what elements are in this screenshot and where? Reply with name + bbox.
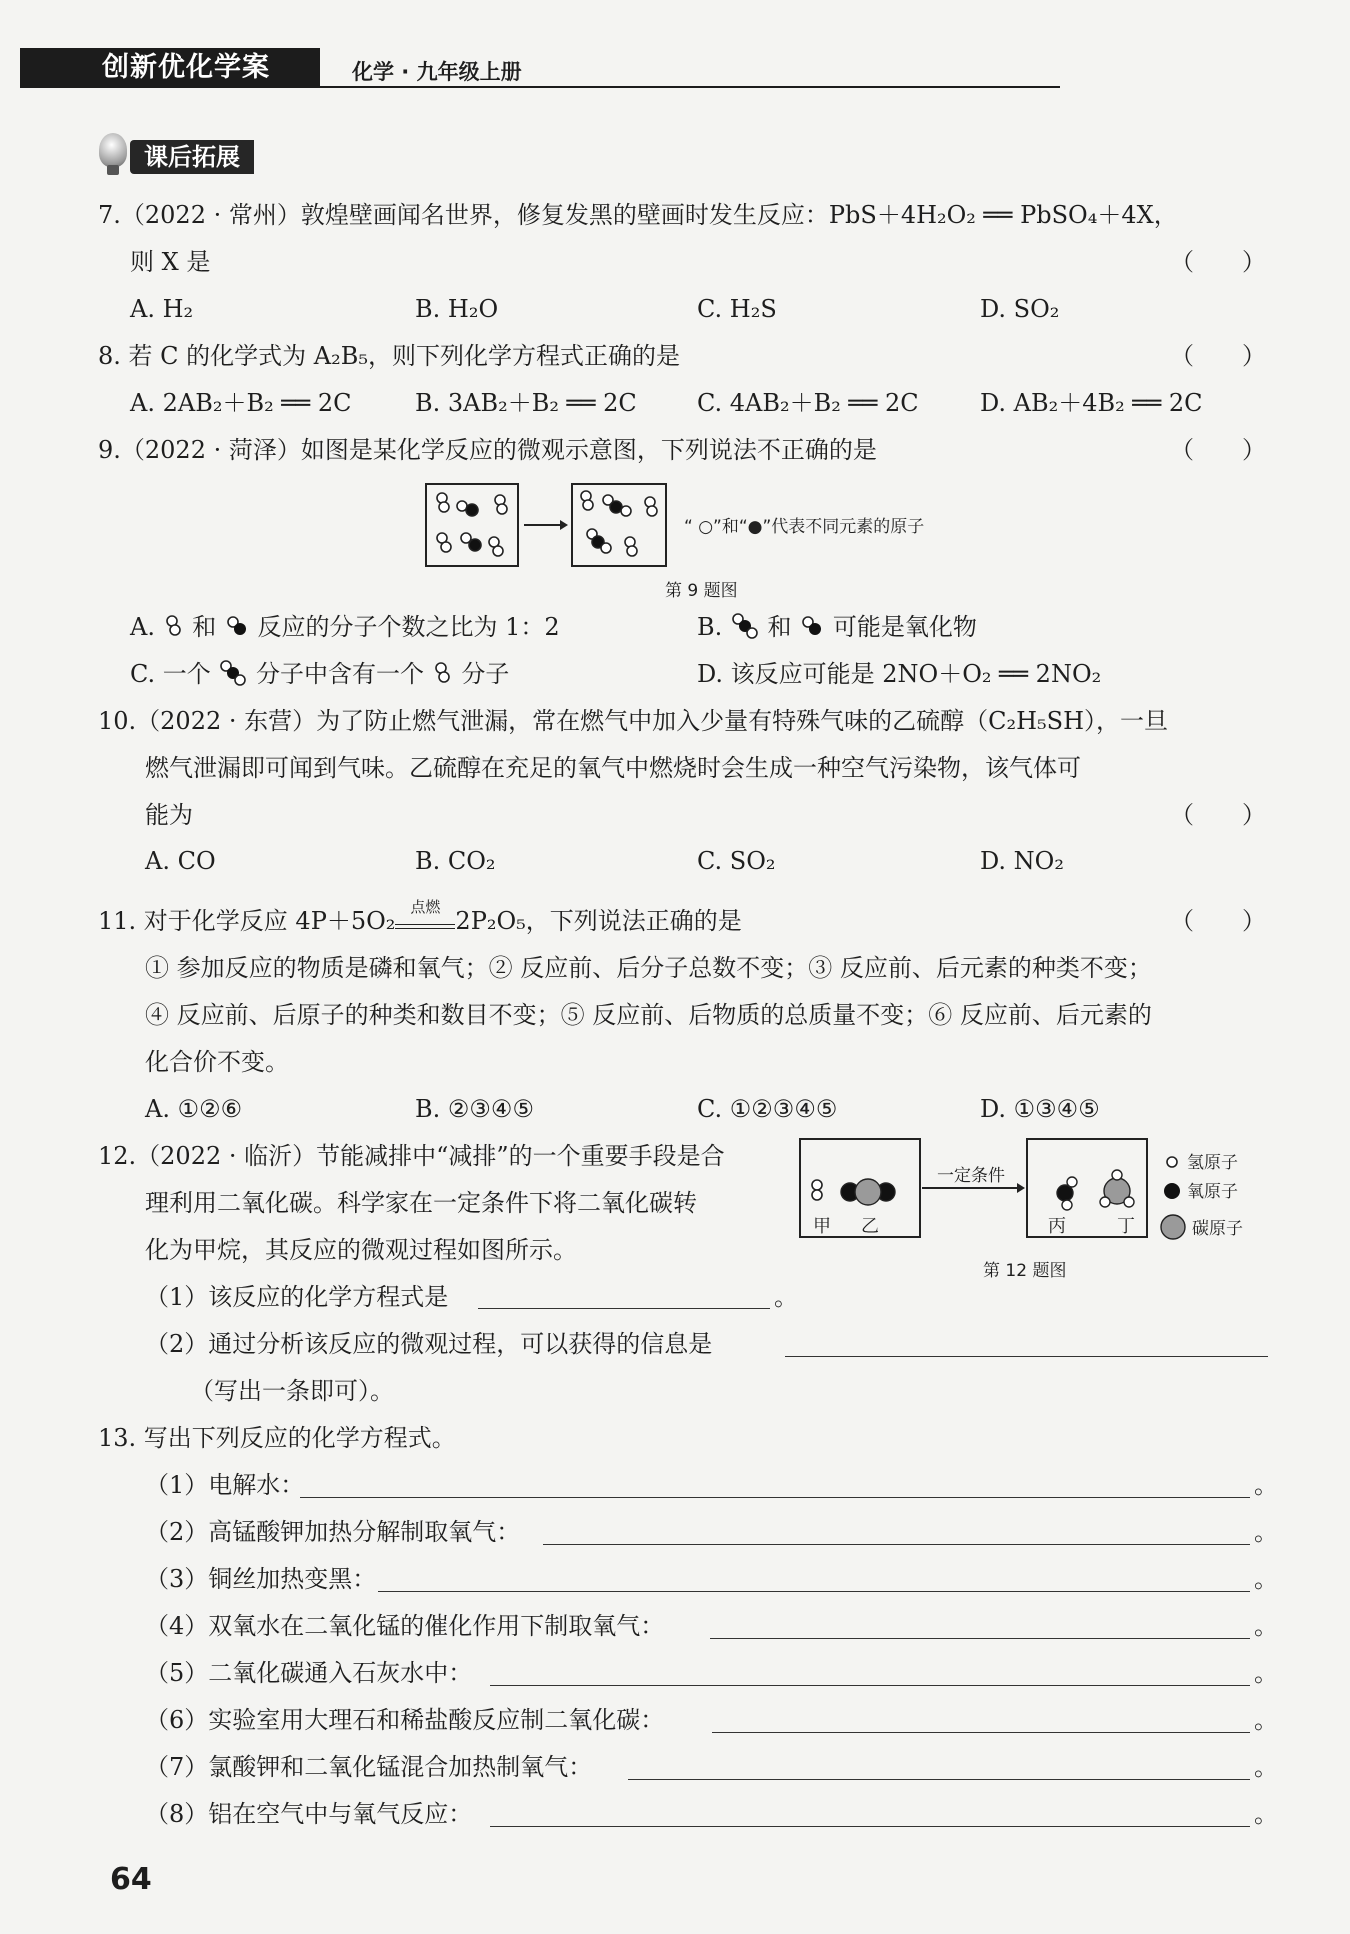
q12-sub2-blank[interactable] [785,1356,1268,1357]
q11-option-d: D. ①③④⑤ [980,1095,1100,1123]
q9-b-text: 可能是氧化物 [832,613,977,641]
q10-line2: 燃气泄漏即可闻到气味。乙硫醇在充足的氧气中燃烧时会生成一种空气污染物，该气体可 [145,754,1081,782]
book-title: 创新优化学案 [102,52,270,83]
q12-legend-h: 氢原子 [1187,1153,1238,1173]
q12-label-jia: 甲 [813,1216,831,1237]
q13-item-2-blank[interactable] [543,1544,1250,1545]
q13-item-2-end: 。 [1254,1518,1278,1546]
q7-line1: 7.（2022 · 常州）敦煌壁画闻名世界，修复发黑的壁画时发生反应：PbS＋4H₂O₂ ══ PbSO₄＋4X， [98,201,1178,229]
q11-eq-right: 2P₂O₅，下列说法正确的是 [455,907,742,935]
lightbulb-base-icon [107,165,119,175]
section-title: 课后拓展 [130,140,254,174]
q8-option-a: A. 2AB₂＋B₂ ══ 2C [130,389,352,417]
q13-item-8-end: 。 [1254,1800,1278,1828]
q10-option-a: A. CO [145,847,216,875]
q10-option-b: B. CO₂ [415,847,496,875]
q9-arrow-head [560,520,568,530]
q8-option-c: C. 4AB₂＋B₂ ══ 2C [697,389,919,417]
q12-sub1-blank[interactable] [478,1308,770,1309]
q13-item-5-blank[interactable] [490,1685,1250,1686]
q8-option-d: D. AB₂＋4B₂ ══ 2C [980,389,1203,417]
q9-legend: “ ○”和“●”代表不同元素的原子 [684,517,925,537]
q9-a-and: 和 [192,613,217,641]
q9-caption: 第 9 题图 [665,581,738,601]
q12-label-bing: 丙 [1048,1216,1066,1237]
q8-answer-paren: （ ） [1170,342,1266,370]
q12-legend-o-icon [1164,1183,1180,1199]
q11-condition-arrow [395,898,455,929]
q13-item-2: （2）高锰酸钾加热分解制取氧气： [145,1518,521,1546]
q11-answer-paren: （ ） [1170,907,1266,935]
q11-eq-left: 11. 对于化学反应 4P＋5O₂ [98,907,396,935]
q11-line2: ① 参加反应的物质是磷和氧气；② 反应前、后分子总数不变；③ 反应前、后元素的种类不变； [145,954,1152,982]
q8-line1: 8. 若 C 的化学式为 A₂B₅，则下列化学方程式正确的是 [98,342,680,370]
q13-item-7: （7）氯酸钾和二氧化锰混合加热制氧气： [145,1753,593,1781]
q10-answer-paren: （ ） [1170,801,1266,829]
q9-b-and: 和 [767,613,792,641]
q12-condition: 一定条件 [937,1166,1005,1186]
q13-item-6-blank[interactable] [712,1732,1250,1733]
q12-co2-molecule [841,1179,895,1205]
q7-option-d: D. SO₂ [980,295,1060,323]
q12-legend-c: 碳原子 [1192,1219,1243,1239]
q11-option-b: B. ②③④⑤ [415,1095,534,1123]
q12-legend-h-icon [1167,1157,1177,1167]
q13-item-3-end: 。 [1254,1565,1278,1593]
q12-reaction-diagram [795,1135,1305,1275]
q13-item-3-blank[interactable] [378,1591,1250,1592]
q10-line1: 10.（2022 · 东营）为了防止燃气泄漏，常在燃气中加入少量有特殊气味的乙硫醇（C₂H₅SH），一旦 [98,707,1169,735]
lightbulb-icon [99,133,127,167]
q10-option-d: D. NO₂ [980,847,1064,875]
q13-item-1-blank[interactable] [300,1497,1250,1498]
page-number: 64 [110,1862,152,1897]
q13-item-1: （1）电解水： [145,1471,305,1499]
q12-line2: 理利用二氧化碳。科学家在一定条件下将二氧化碳转 [145,1189,697,1217]
q7-option-a: A. H₂ [130,295,194,323]
q12-label-ding: 丁 [1117,1216,1135,1237]
q12-sub2: （2）通过分析该反应的微观过程，可以获得的信息是 [145,1330,713,1358]
q9-c-text: 分子 [461,660,510,688]
q13-title: 13. 写出下列反应的化学方程式。 [98,1424,456,1452]
q11-option-c: C. ①②③④⑤ [697,1095,838,1123]
subject-label: 化学 · 九年级上册 [352,60,522,84]
q9-answer-paren: （ ） [1170,436,1266,464]
q13-item-4-end: 。 [1254,1612,1278,1640]
q9-mol-ab2-icon-2 [218,659,248,687]
q9-c-mid: 分子中含有一个 [256,660,425,688]
q7-option-c: C. H₂S [697,295,777,323]
q13-item-6: （6）实验室用大理石和稀盐酸反应制二氧化碳： [145,1706,665,1734]
q12-sub2-note: （写出一条即可）。 [190,1377,394,1405]
q13-item-7-blank[interactable] [628,1779,1250,1780]
q10-option-c: C. SO₂ [697,847,776,875]
q11-line1 [98,898,742,936]
q12-ch4-molecule [1100,1170,1134,1207]
q12-label-yi: 乙 [861,1216,879,1237]
q12-h2o-molecule [1057,1177,1077,1210]
q9-option-b [697,612,977,642]
q13-item-5-end: 。 [1254,1659,1278,1687]
q12-legend-c-icon [1161,1215,1185,1239]
q13-item-4: （4）双氧水在二氧化锰的催化作用下制取氧气： [145,1612,665,1640]
q13-item-8: （8）铝在空气中与氧气反应： [145,1800,473,1828]
q13-item-8-blank[interactable] [490,1826,1250,1827]
q11-option-a: A. ①②⑥ [145,1095,243,1123]
q7-answer-paren: （ ） [1170,248,1266,276]
q13-item-7-end: 。 [1254,1753,1278,1781]
q9-reaction-diagram [420,480,1020,590]
q9-mol-o2-icon [163,613,185,639]
q11-line4: 化合价不变。 [145,1048,289,1076]
q11-line3: ④ 反应前、后原子的种类和数目不变；⑤ 反应前、后物质的总质量不变；⑥ 反应前、后元素的 [145,1001,1152,1029]
q13-item-1-end: 。 [1254,1471,1278,1499]
q13-item-3: （3）铜丝加热变黑： [145,1565,377,1593]
q9-option-d: D. 该反应可能是 2NO＋O₂ ══ 2NO₂ [697,660,1102,688]
q12-sub1: （1）该反应的化学方程式是 [145,1283,449,1311]
q9-before-molecules [437,493,507,556]
q9-line1: 9.（2022 · 菏泽）如图是某化学反应的微观示意图，下列说法不正确的是 [98,436,877,464]
q7-option-b: B. H₂O [415,295,499,323]
q9-mol-ab-icon-2 [799,613,825,639]
q12-caption: 第 12 题图 [983,1261,1067,1281]
q9-option-c [130,659,509,689]
q7-line2: 则 X 是 [130,248,211,276]
q9-b-label: B. [697,613,723,641]
q12-sub1-end: 。 [774,1283,798,1311]
q11-condition: 点燃 [410,898,441,916]
q8-option-b: B. 3AB₂＋B₂ ══ 2C [415,389,637,417]
q12-line1: 12.（2022 · 临沂）节能减排中“减排”的一个重要手段是合 [98,1142,725,1170]
q9-after-molecules [581,491,657,556]
q13-item-6-end: 。 [1254,1706,1278,1734]
q12-legend-o: 氧原子 [1187,1182,1238,1202]
q9-mol-ab2-icon [730,612,760,640]
q9-option-a [130,612,560,642]
q13-item-5: （5）二氧化碳通入石灰水中： [145,1659,473,1687]
q9-mol-ab-icon [224,613,250,639]
q9-mol-o2-icon-2 [432,660,454,686]
q13-item-4-blank[interactable] [710,1638,1250,1639]
q12-h2-molecule [812,1180,822,1200]
q12-arrow-head [1017,1183,1025,1193]
book-title-banner [20,48,320,88]
q9-a-text: 反应的分子个数之比为 1：2 [257,613,560,641]
header-rule [320,86,1060,88]
q9-c-label: C. 一个 [130,660,211,688]
q10-line3: 能为 [145,801,193,829]
q9-a-label: A. [130,613,155,641]
q12-line3: 化为甲烷，其反应的微观过程如图所示。 [145,1236,577,1264]
